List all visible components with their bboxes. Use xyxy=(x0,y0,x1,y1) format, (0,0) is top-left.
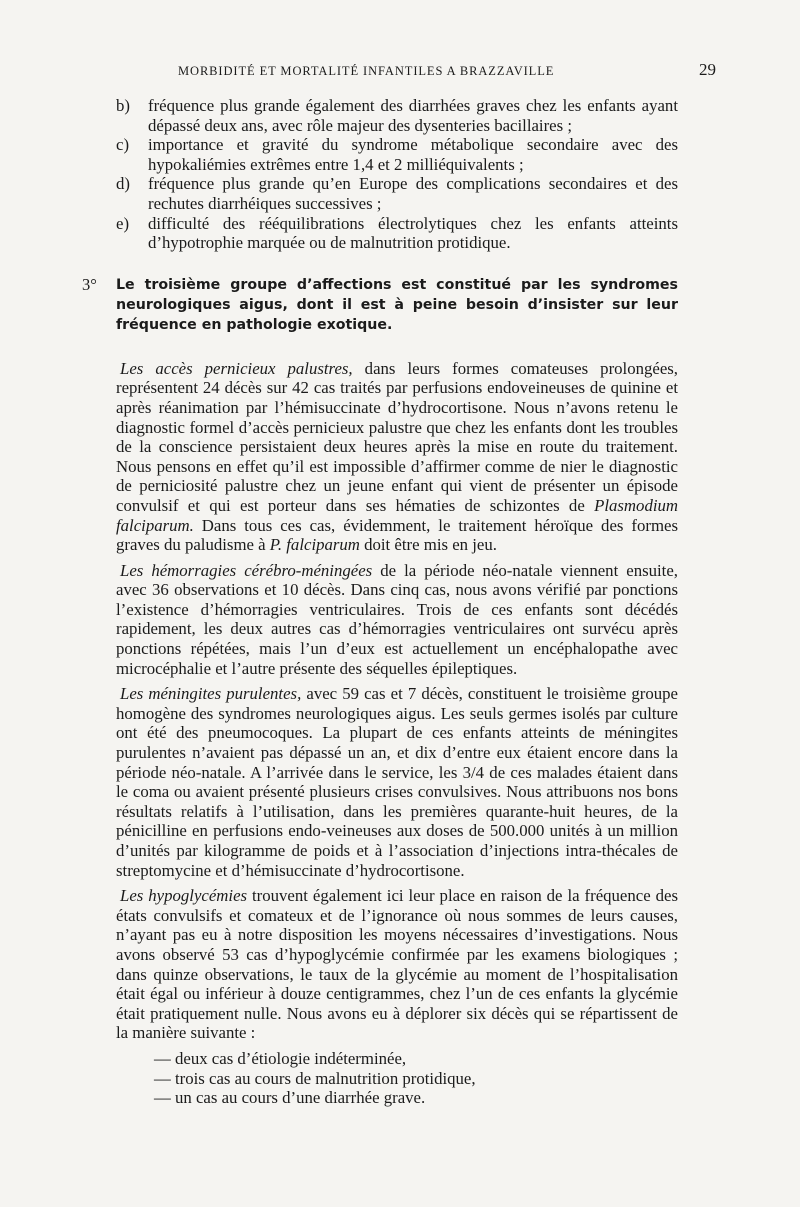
paragraph-acces-pernicieux xyxy=(116,359,678,555)
list-text: importance et gravité du syndrome métabolique secondaire avec des hypokaliémies extrêmes entre 1,4 et 2 milliéquivalents ; xyxy=(148,135,678,174)
dash-item: — trois cas au cours de malnutrition protidique, xyxy=(154,1068,476,1088)
list-letter: d) xyxy=(116,174,130,194)
list-letter: b) xyxy=(116,96,130,115)
dash-item: — deux cas d’étiologie indéterminée, xyxy=(154,1048,407,1068)
list-item-c xyxy=(116,135,678,174)
dash-list xyxy=(116,1049,678,1108)
running-title: MORBIDITÉ ET MORTALITÉ INFANTILES A BRAZZAVILLE xyxy=(178,64,555,78)
section-heading-text: Le troisième groupe d’affections est constitué par les syndromes neurologiques aigus, dont il est à peine besoin d’insister sur leur fréquence en pathologie exotique. xyxy=(116,276,678,333)
species-name: Plasmodium falciparum. xyxy=(116,495,678,535)
paragraph-lead: Les méningites purulentes, xyxy=(120,684,302,704)
list-text: difficulté des rééquilibrations électrolytiques chez les enfants atteints d’hypotrophie marquée ou de malnutrition protidique. xyxy=(148,213,678,253)
list-letter: e) xyxy=(116,213,130,233)
species-name: P. falciparum xyxy=(269,535,360,555)
list-text: fréquence plus grande qu’en Europe des complications secondaires et des rechutes diarrhéiques successives ; xyxy=(148,174,678,213)
paragraph-meningites xyxy=(116,684,678,880)
list-text: fréquence plus grande également des diarrhées graves chez les enfants ayant dépassé deux ans, avec rôle majeur des dysenteries bacillaires ; xyxy=(148,96,678,135)
body-text xyxy=(82,96,679,1108)
paragraph-hemorragies xyxy=(116,561,678,679)
paragraph-text: avec 59 cas et 7 décès, constituent le troisième groupe homogène des syndromes neurologiques aigus. Les seuls germes isolés par culture ont été des pneumocoques. La plupart de ces enfants atteints de méningites purulentes n’avaient pas dépassé un an, et dix d’entre eux étaient encore dans la période néo-natale. A l’arrivée dans le service, les 3/4 de ces malades étaient dans le coma ou avaient présenté plusieurs crises convulsives. Nous attribuons nos bons résultats relatifs à l’utilisation, dans les premières quarante-huit heures, de la pénicilline en perfusions endo-veineuses aux doses de 500.000 unités à un million d’unités par kilogramme de poids et à l’association d’injections intra-thécales de streptomycine et d’hémisuccinate d’hydrocortisone. xyxy=(116,684,678,880)
list-letter: c) xyxy=(116,135,130,155)
running-header xyxy=(0,62,800,82)
list-item-b xyxy=(116,96,678,135)
paragraph-text: de la période néo-natale viennent ensuite, avec 36 observations et 10 décès. Dans cinq cas, nous avons vérifié par ponctions l’existence d’hémorragies ventriculaires. Trois de ces enfants sont décédés rapidement, les deux autres cas d’hémorragies ventriculaires ont survécu après ponctions répétées, mais l’un d’eux est actuellement un encéphalopathe avec microcéphalie et l’autre présente des séquelles épileptiques. xyxy=(116,560,678,678)
list-item-d xyxy=(116,174,678,213)
paragraph-text: dans leurs formes comateuses prolongées, représentent 24 décès sur 42 cas traités par perfusions endoveineuses de quinine et après réanimation par l’hémisuccinate d’hydrocortisone. Nous n’avons retenu le diagnostic formel d’accès pernicieux palustre que chez les enfants dont les troubles de la conscience persistaient deux heures après la mise en route du traitement. Nous pensons en effet qu’il est impossible d’affirmer comme de nier le diagnostic de perniciosité palustre chez un jeune enfant qui vient de présenter un épisode convulsif et qui est porteur dans ses hématies de schizontes de xyxy=(116,358,679,515)
paragraph-text: doit être mis en jeu. xyxy=(359,535,497,555)
section-heading xyxy=(82,275,678,335)
paragraph-lead: Les hypoglycémies xyxy=(120,886,248,906)
paragraph-text: trouvent également ici leur place en raison de la fréquence des états convulsifs et comateux et de l’ignorance où nous sommes de leurs causes, n’ayant pas eu à notre disposition les moyens nécessaires d’investigations. Nous avons observé 53 cas d’hypoglycémie confirmée par les examens biologiques ; dans quinze observations, le taux de la glycémie au moment de l’hospitalisation était égal ou inférieur à douze centigrammes, chez l’un de ces enfants la glycémie était pratiquement nulle. Nous avons eu à déplorer six décès qui se répartissent de la manière suivante : xyxy=(116,886,678,1043)
paragraph-lead: Les accès pernicieux palustres, xyxy=(120,358,353,378)
paragraph-hypoglycemies xyxy=(116,886,678,1043)
dash-item: — un cas au cours d’une diarrhée grave. xyxy=(154,1088,426,1108)
paragraph-lead: Les hémorragies cérébro-méningées xyxy=(120,560,373,580)
section-number: 3° xyxy=(82,274,97,294)
paragraph-text: Dans tous ces cas, évidemment, le traitement héroïque des formes graves du paludisme à xyxy=(116,515,678,555)
list-item-e xyxy=(116,214,678,253)
page-number: 29 xyxy=(699,60,716,79)
lettered-list xyxy=(116,96,678,253)
